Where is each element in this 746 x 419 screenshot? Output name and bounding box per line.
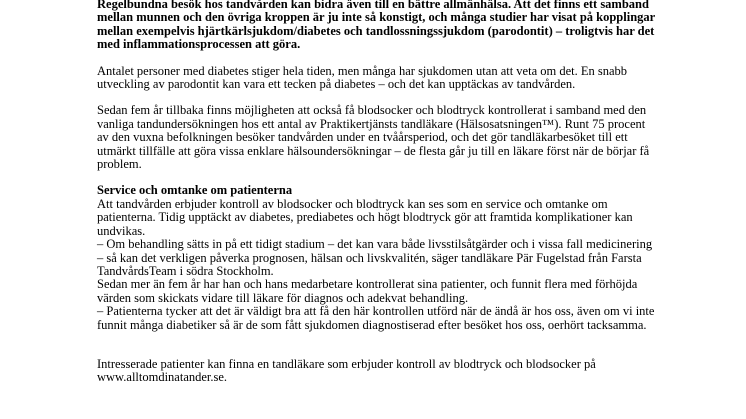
service-paragraph: Att tandvården erbjuder kontroll av blodsocker och blodtryck kan ses som en service och omtanke om patienterna. Tidig upptäckt av diabetes, prediabetes och högt blodtryck gör att framtida komplikationer kan undvikas. [97,196,633,238]
closing-paragraph: Intresserade patienter kan finna en tandläkare som erbjuder kontroll av blodtryck och blodsocker på www.alltomdinatander.se. [97,356,596,385]
intro-paragraph: Regelbundna besök hos tandvården kan bidra även till en bättre allmänhälsa. Att det finns ett samband mellan munnen och den övriga kroppen är ju inte så konstigt, och många studier har visat på kopplingar mellan exempelvis hjärtkärlsjukdom/diabetes och tandlossningssjukdom (parodontit) – troligtvis har det med inflammationsprocessen att göra. [97,0,655,52]
quote-paragraph: – Om behandling sätts in på ett tidigt stadium – det kan vara både livsstilsåtgärder och i vissa fall medicinering – så kan det verkligen påverka prognosen, hälsan och livskvalitén, säger tandläkare Pär Fugelstad från Farsta TandvårdsTeam i södra Stockholm. [97,237,653,278]
patients-quote-paragraph: – Patienterna tycker att det är väldigt bra att få den här kontrollen utförd när de ändå är hos oss, även om vi inte funnit många diabetiker så är de som fått sjukdomen diagnostiserad efter besöket hos oss, oerhört tacksamma. [97,304,655,332]
control-paragraph: Sedan mer än fem år har han och hans medarbetare kontrollerat sina patienter, och funnit flera med förhöjda värden som skickats vidare till läkare för diagnos och adekvat behandling. [97,277,638,305]
health-check-paragraph: Sedan fem år tillbaka finns möjligheten att också få blodsocker och blodtryck kontrollerat i samband med den vanliga tandundersökningen hos ett antal av Praktikertjänsts tandläkare (Hälsosatsningen™). Runt 75 procent av den vuxna befolkningen besöker tandvården under en tvåårsperiod, och det gör tandläkarbesöket till ett utmärkt tillfälle att göra vissa enklare hälsoundersökningar – de flesta går ju till en läkare först när de börjar få problem. [97,103,650,172]
section-heading: Service och omtanke om patienterna [97,183,293,198]
diabetes-paragraph: Antalet personer med diabetes stiger hela tiden, men många har sjukdomen utan att veta om det. En snabb utveckling av parodontit kan vara ett tecken på diabetes – och det kan upptäckas av tandvården. [97,63,628,92]
document-page [97,0,657,385]
